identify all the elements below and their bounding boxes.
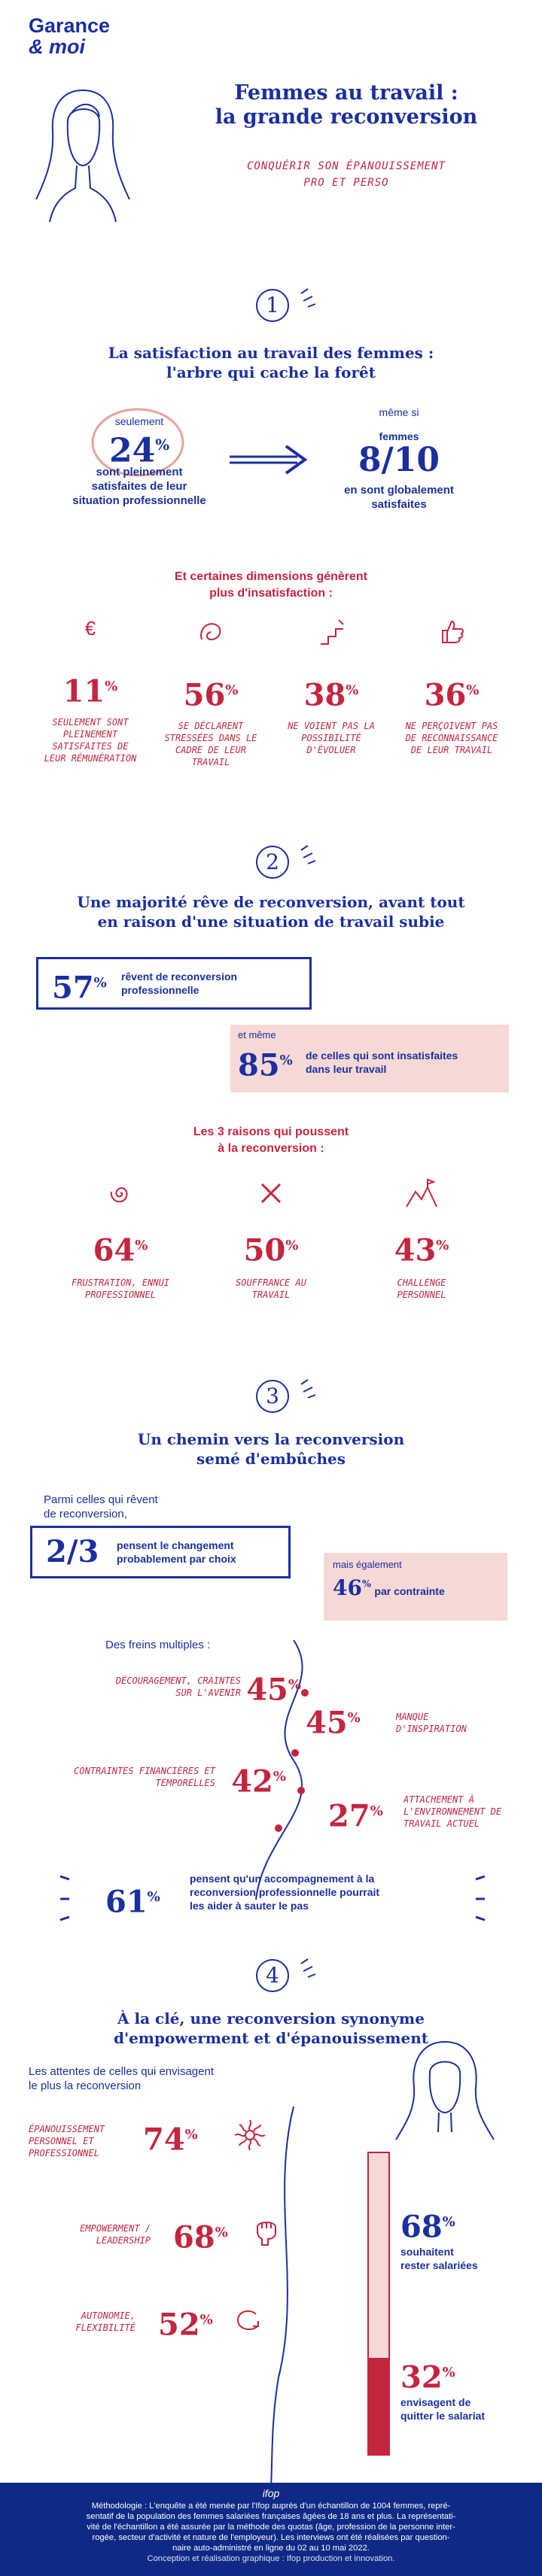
dim-text: NE VOIENT PAS LA POSSIBILITÉ D'ÉVOLUER: [288, 721, 375, 756]
section4-number: 4: [256, 1959, 289, 1992]
brand-logo: [29, 15, 119, 57]
s4-right2-pct: 32: [400, 2359, 443, 2395]
attente-pct: 74: [143, 2122, 185, 2158]
bracket-right-icon: [473, 1872, 488, 1924]
thumbs-up-icon: [437, 617, 467, 647]
frein-item: CONTRAINTES FINANCIÈRES ET TEMPORELLES 42%: [30, 1759, 286, 1812]
s3-bottom-text-l3: les aider à sauter le pas: [190, 1900, 309, 1912]
s3-box2-text: par contrainte: [374, 1585, 445, 1597]
section2-title-line1: Une majorité rêve de reconversion, avant tout: [77, 893, 465, 911]
sparkle-icon: [297, 843, 320, 865]
woman-portrait-illustration: [30, 75, 136, 226]
s1-left-pre: seulement: [114, 415, 164, 427]
dim-pct: 38: [303, 677, 346, 713]
dim-item: € 11% SEULEMENT SONT PLEINEMENT SATISFAITES DE LEUR RÉMUNÉRATION: [30, 617, 151, 764]
frein-item: 27% ATTACHEMENT À L'ENVIRONNEMENT DE TRAVAIL ACTUEL: [328, 1794, 524, 1854]
attente-pct: 52: [158, 2307, 200, 2343]
swirl-icon: [196, 617, 226, 647]
s1-right-pre2: femmes: [379, 430, 419, 442]
s3-bottom-pct: 61: [105, 1884, 148, 1920]
reason-pct: 64: [93, 1232, 136, 1268]
cross-icon: [256, 1178, 286, 1208]
attente-pct: 68: [173, 2219, 215, 2256]
s4-intro-l2: le plus la reconversion: [29, 2079, 142, 2092]
section2-number: 2: [256, 846, 289, 879]
dim-pct: 56: [183, 677, 226, 713]
s1-right-value: 8/10: [358, 441, 440, 479]
dim-item: 38% NE VOIENT PAS LA POSSIBILITÉ D'ÉVOLUER: [271, 617, 391, 756]
s3-box2-pre: mais également: [333, 1559, 402, 1570]
flower-icon: [233, 2119, 266, 2152]
reason-item: 64% FRUSTRATION, ENNUI PROFESSIONNEL: [45, 1178, 196, 1301]
footer-credits: Conception et réalisation graphique : Ifop production et innovation.: [147, 2554, 395, 2563]
section4-title-line1: À la clé, une reconversion synonyme: [117, 2009, 425, 2028]
s1-left-text-l2: satisfaites de leur: [91, 480, 187, 493]
reason-text: FRUSTRATION, ENNUI PROFESSIONNEL: [71, 1277, 170, 1301]
attente-item: ÉPANOUISSEMENT PERSONNEL ET PROFESSIONNEL 74%: [15, 2114, 279, 2182]
dim-text: NE PERÇOIVENT PAS DE RECONNAISSANCE DE LEUR TRAVAIL: [405, 721, 498, 756]
footer-method-l5: naire auto-administré en ligne du 02 au 10 mai 2022.: [172, 2544, 370, 2553]
arrow-right-icon: [226, 440, 309, 478]
s3-bottom-text-l1: pensent qu'un accompagnement à la: [190, 1873, 375, 1885]
dim-text: SE DÉCLARENT STRESSÉES DANS LE CADRE DE LEUR TRAVAIL: [164, 721, 257, 768]
reason-pct: 43: [394, 1232, 437, 1268]
s2-box2-text-l1: de celles qui sont insatisfaites: [306, 1050, 458, 1062]
s3-box1-value: 2/3: [46, 1534, 99, 1569]
footer-logo: ifop: [262, 2487, 280, 2499]
sparkle-icon: [297, 286, 320, 308]
s1-right-text-l2: satisfaites: [371, 498, 427, 511]
reason-item: 50% SOUFFRANCE AU TRAVAIL: [196, 1178, 346, 1301]
attente-item: AUTONOMIE, FLEXIBILITÉ 52%: [15, 2302, 279, 2362]
section1-title-line2: l'arbre qui cache la forêt: [166, 363, 376, 381]
s1-right-text-l1: en sont globalement: [344, 484, 454, 497]
page-subtitle-line2: PRO ET PERSO: [303, 177, 389, 189]
frein-item: DÉCOURAGEMENT, CRAINTES SUR L'AVENIR 45%: [53, 1667, 301, 1720]
s4-right1-text-l1: souhaitent: [400, 2246, 454, 2259]
bracket-left-icon: [57, 1872, 72, 1924]
brand-line2: & moi: [29, 35, 86, 58]
salariat-bar: [367, 2152, 390, 2456]
s1-dims-row: [30, 617, 512, 790]
attente-item: EMPOWERMENT / LEADERSHIP 68%: [15, 2212, 279, 2272]
s3-intro-l1: Parmi celles qui rêvent: [44, 1493, 158, 1506]
page-subtitle-line1: CONQUÉRIR SON ÉPANOUISSEMENT: [246, 160, 446, 172]
s2-reasons-title-l2: à la reconversion :: [218, 1142, 324, 1155]
salariat-bar-fill: [369, 2358, 388, 2454]
footer-method-l4: rogée, secteur d'activité et nature de l'employeur). Les interviews ont été réalisées par question-: [92, 2533, 450, 2542]
s3-box2-pct: 46: [333, 1575, 362, 1600]
reason-item: 43% CHALLENGE PERSONNEL: [346, 1178, 497, 1301]
s1-left-pct: 24: [108, 431, 156, 470]
page-title-line1: Femmes au travail :: [234, 81, 458, 105]
s1-dims-title-l1: Et certaines dimensions génèrent: [174, 570, 368, 583]
section3-title-line1: Un chemin vers la reconversion: [137, 1430, 405, 1448]
dim-item: 36% NE PERÇOIVENT PAS DE RECONNAISSANCE DE LEUR TRAVAIL: [391, 617, 512, 756]
arrow-loop-icon: [233, 2307, 263, 2334]
s2-reasons-row: [45, 1178, 497, 1321]
frein-text: ATTACHEMENT À L'ENVIRONNEMENT DE TRAVAIL ACTUEL: [403, 1794, 502, 1829]
ladder-icon: [316, 617, 346, 647]
section3-number: 3: [256, 1380, 289, 1413]
s2-box1: 57% rêvent de reconversion professionnelle: [36, 957, 312, 1010]
footer-method-l2: sentatif de la population des femmes salariées françaises âgées de 18 ans et plus. La représentati-: [86, 2512, 456, 2521]
brand-line1: Garance: [29, 14, 111, 37]
s4-right2-text-l2: quitter le salariat: [400, 2410, 486, 2423]
s2-box1-text-l1: rêvent de reconversion: [121, 971, 238, 983]
section1-number: 1: [256, 289, 289, 322]
reason-text: CHALLENGE PERSONNEL: [397, 1277, 446, 1301]
s4-right1-text-l2: rester salariées: [400, 2259, 478, 2272]
s1-right-pre: même si: [379, 406, 419, 418]
frein-text: DÉCOURAGEMENT, CRAINTES SUR L'AVENIR: [115, 1675, 241, 1698]
s1-left-text-l1: sont pleinement: [96, 466, 183, 478]
section1-title-line1: La satisfaction au travail des femmes :: [108, 344, 434, 362]
s4-intro-l1: Les attentes de celles qui envisagent: [29, 2065, 214, 2078]
page-title-line2: la grande reconversion: [215, 105, 478, 129]
s1-left-text-l3: situation professionnelle: [72, 494, 206, 507]
euro-icon: €: [84, 617, 96, 639]
attente-text: EMPOWERMENT / LEADERSHIP: [80, 2223, 151, 2246]
frein-pct: 45: [306, 1705, 348, 1741]
mountain-flag-icon: [405, 1178, 438, 1208]
s3-bottom-text-l2: reconversion professionnelle pourrait: [190, 1886, 380, 1898]
frein-pct: 27: [328, 1798, 370, 1834]
section3-title-line2: semé d'embûches: [196, 1450, 346, 1468]
s4-right2-text-l1: envisagent de: [400, 2396, 471, 2409]
woman-portrait-illustration-2: [388, 2034, 501, 2147]
s3-intro-l2: de reconversion,: [44, 1508, 127, 1520]
s2-box2: et même 85% de celles qui sont insatisfaites dans leur travail: [230, 1025, 509, 1092]
fist-icon: [253, 2216, 280, 2246]
s1-dims-title-l2: plus d'insatisfaction :: [209, 587, 333, 600]
sparkle-icon: [297, 1377, 320, 1399]
frein-item: 45% MANQUE D'INSPIRATION: [306, 1700, 516, 1753]
section2-title-line2: en raison d'une situation de travail subie: [97, 913, 445, 931]
s2-box2-pct: 85: [238, 1047, 280, 1083]
attente-text: ÉPANOUISSEMENT PERSONNEL ET PROFESSIONNEL: [29, 2124, 105, 2158]
s3-box2: mais également 46% par contrainte: [324, 1553, 507, 1621]
s3-freins-title: Des freins multiples :: [105, 1639, 211, 1651]
frein-text: CONTRAINTES FINANCIÈRES ET TEMPORELLES: [74, 1766, 215, 1788]
footer: [0, 2483, 542, 2576]
s2-reasons-title-l1: Les 3 raisons qui poussent: [193, 1125, 349, 1138]
s2-box1-text-l2: professionnelle: [121, 984, 199, 996]
s3-box1: [30, 1526, 291, 1578]
spiral-icon: [105, 1178, 136, 1208]
s2-box1-pct: 57: [52, 970, 94, 1006]
s2-box2-pre: et même: [238, 1029, 276, 1040]
frein-pct: 45: [246, 1672, 288, 1708]
s3-box1-text-l1: pensent le changement: [117, 1539, 234, 1551]
reason-pct: 50: [243, 1232, 286, 1268]
dim-item: 56% SE DÉCLARENT STRESSÉES DANS LE CADRE DE LEUR TRAVAIL: [151, 617, 271, 768]
dim-text: SEULEMENT SONT PLEINEMENT SATISFAITES DE LEUR RÉMUNÉRATION: [44, 717, 137, 764]
section4-title-line2: d'empowerment et d'épanouissement: [113, 2029, 429, 2047]
dim-pct: 11: [62, 673, 105, 709]
reason-text: SOUFFRANCE AU TRAVAIL: [236, 1277, 306, 1301]
s3-box1-text-l2: probablement par choix: [117, 1553, 236, 1565]
s4-right1-pct: 68: [400, 2209, 443, 2245]
dim-pct: 36: [424, 677, 467, 713]
footer-method-l3: vité de l'échantillon a été assurée par la méthode des quotas (âge, profession de la personne inter-: [87, 2523, 455, 2532]
attente-text: AUTONOMIE, FLEXIBILITÉ: [75, 2310, 136, 2333]
frein-text: MANQUE D'INSPIRATION: [396, 1712, 467, 1734]
frein-pct: 42: [231, 1763, 273, 1800]
sparkle-icon: [297, 1956, 320, 1979]
footer-method-l1: Méthodologie : L'enquête a été menée par l'Ifop auprès d'un échantillon de 1004 femmes, repré-: [91, 2502, 451, 2511]
s2-box2-text-l2: dans leur travail: [306, 1063, 387, 1075]
